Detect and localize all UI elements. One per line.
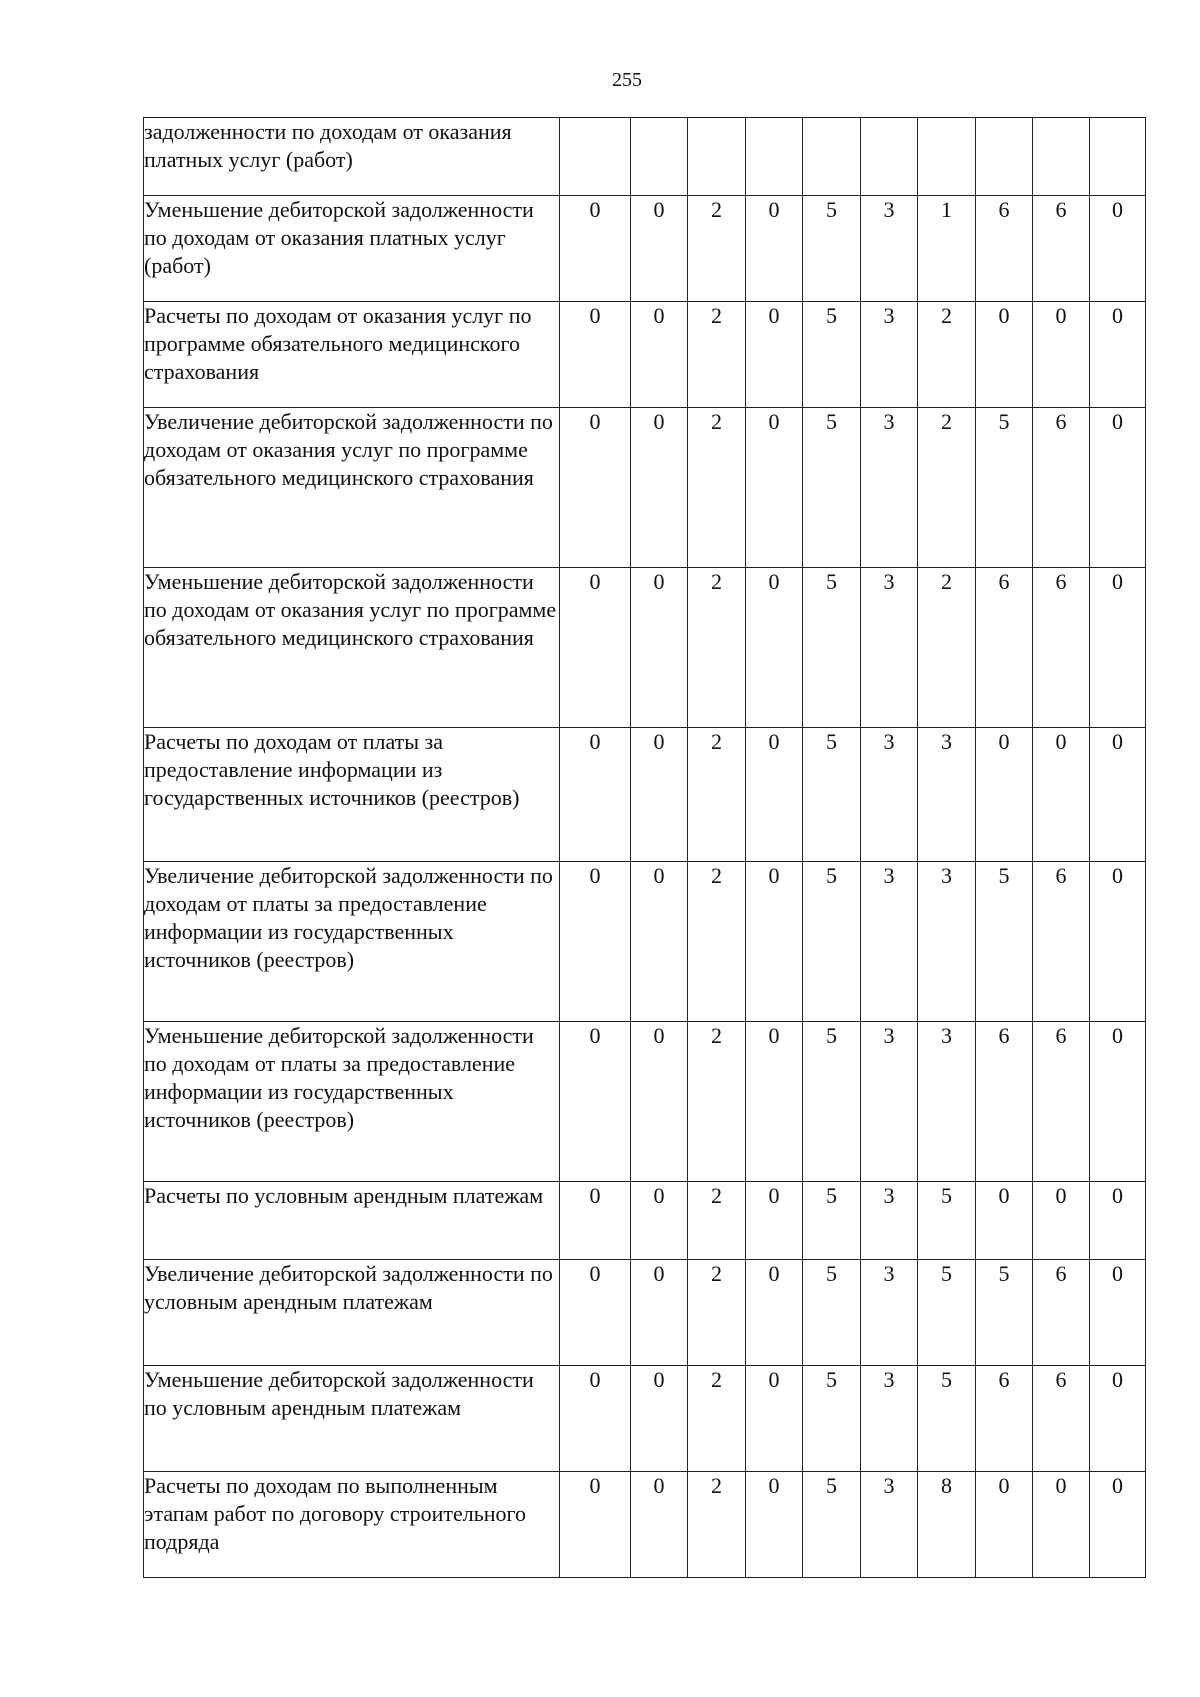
code-digit-cell (976, 118, 1033, 196)
code-digit-cell: 0 (1090, 1182, 1146, 1260)
code-digit-cell: 0 (1090, 1260, 1146, 1366)
code-digit-cell: 2 (688, 408, 746, 568)
code-digit-cell: 5 (803, 302, 861, 408)
code-digit-cell: 0 (746, 862, 803, 1022)
code-digit-cell: 2 (688, 862, 746, 1022)
code-digit-cell: 2 (688, 728, 746, 862)
row-description: Увеличение дебиторской задолженности по доходам от оказания услуг по программе обязательного медицинского страхования (144, 408, 560, 568)
code-digit-cell: 0 (631, 1260, 688, 1366)
code-digit-cell: 5 (803, 1366, 861, 1472)
code-digit-cell: 5 (803, 1182, 861, 1260)
code-digit-cell: 3 (861, 568, 918, 728)
code-digit-cell: 6 (1033, 1366, 1090, 1472)
code-digit-cell: 0 (631, 302, 688, 408)
table-row (144, 408, 1146, 568)
code-digit-cell: 6 (1033, 408, 1090, 568)
row-description: Увеличение дебиторской задолженности по доходам от платы за предоставление информации из государственных источников (реестров) (144, 862, 560, 1022)
code-digit-cell: 5 (803, 408, 861, 568)
code-digit-cell: 5 (803, 1472, 861, 1578)
code-digit-cell: 0 (560, 1022, 631, 1182)
code-digit-cell: 5 (976, 408, 1033, 568)
code-digit-cell: 0 (746, 196, 803, 302)
code-digit-cell: 0 (631, 1366, 688, 1472)
code-digit-cell: 0 (746, 1260, 803, 1366)
code-digit-cell (746, 118, 803, 196)
code-digit-cell: 3 (918, 728, 976, 862)
code-digit-cell: 0 (1090, 302, 1146, 408)
code-digit-cell: 5 (803, 196, 861, 302)
code-digit-cell (1033, 118, 1090, 196)
code-digit-cell: 0 (1090, 568, 1146, 728)
code-digit-cell: 0 (1090, 408, 1146, 568)
code-digit-cell: 6 (1033, 568, 1090, 728)
code-digit-cell: 0 (560, 728, 631, 862)
code-digit-cell: 5 (976, 1260, 1033, 1366)
code-digit-cell: 2 (688, 302, 746, 408)
code-digit-cell: 0 (560, 1260, 631, 1366)
code-digit-cell: 5 (803, 728, 861, 862)
table-row (144, 196, 1146, 302)
table-row (144, 1022, 1146, 1182)
row-description: Уменьшение дебиторской задолженности по доходам от оказания платных услуг (работ) (144, 196, 560, 302)
code-digit-cell (861, 118, 918, 196)
code-digit-cell: 0 (746, 728, 803, 862)
code-digit-cell: 0 (746, 408, 803, 568)
code-digit-cell: 3 (861, 408, 918, 568)
code-digit-cell: 6 (1033, 196, 1090, 302)
code-digit-cell: 0 (746, 302, 803, 408)
row-description: Расчеты по доходам по выполненным этапам работ по договору строительного подряда (144, 1472, 560, 1578)
code-digit-cell: 0 (560, 408, 631, 568)
code-digit-cell: 0 (976, 1182, 1033, 1260)
code-digit-cell: 0 (631, 862, 688, 1022)
code-digit-cell (803, 118, 861, 196)
code-digit-cell: 0 (631, 1472, 688, 1578)
table-row (144, 302, 1146, 408)
code-digit-cell: 2 (918, 568, 976, 728)
code-digit-cell: 0 (560, 1366, 631, 1472)
table-row (144, 1260, 1146, 1366)
code-digit-cell: 0 (1090, 728, 1146, 862)
code-digit-cell: 6 (976, 568, 1033, 728)
code-digit-cell: 3 (861, 1472, 918, 1578)
code-digit-cell: 6 (1033, 1260, 1090, 1366)
code-digit-cell: 3 (861, 302, 918, 408)
code-digit-cell: 8 (918, 1472, 976, 1578)
accounts-table-body (144, 118, 1146, 1578)
row-description: Уменьшение дебиторской задолженности по доходам от оказания услуг по программе обязательного медицинского страхования (144, 568, 560, 728)
code-digit-cell: 0 (560, 1472, 631, 1578)
code-digit-cell: 1 (918, 196, 976, 302)
code-digit-cell: 0 (560, 302, 631, 408)
table-row (144, 1366, 1146, 1472)
code-digit-cell: 2 (918, 408, 976, 568)
code-digit-cell: 6 (1033, 1022, 1090, 1182)
code-digit-cell: 0 (1033, 1182, 1090, 1260)
code-digit-cell: 0 (976, 302, 1033, 408)
code-digit-cell: 0 (1090, 1472, 1146, 1578)
code-digit-cell: 0 (1033, 302, 1090, 408)
code-digit-cell: 2 (688, 1366, 746, 1472)
code-digit-cell: 0 (746, 1366, 803, 1472)
page-number: 255 (612, 69, 642, 91)
code-digit-cell (688, 118, 746, 196)
code-digit-cell: 0 (631, 408, 688, 568)
code-digit-cell: 3 (861, 728, 918, 862)
code-digit-cell: 0 (1090, 196, 1146, 302)
row-description: задолженности по доходам от оказания платных услуг (работ) (144, 118, 560, 196)
row-description: Уменьшение дебиторской задолженности по доходам от платы за предоставление информации из государственных источников (реестров) (144, 1022, 560, 1182)
code-digit-cell (631, 118, 688, 196)
code-digit-cell: 0 (1033, 728, 1090, 862)
code-digit-cell: 2 (688, 568, 746, 728)
code-digit-cell: 5 (918, 1182, 976, 1260)
code-digit-cell: 3 (861, 1366, 918, 1472)
table-row (144, 728, 1146, 862)
row-description: Расчеты по доходам от оказания услуг по программе обязательного медицинского страхования (144, 302, 560, 408)
code-digit-cell: 0 (1090, 862, 1146, 1022)
code-digit-cell: 3 (861, 1182, 918, 1260)
code-digit-cell: 5 (803, 568, 861, 728)
code-digit-cell: 0 (746, 1472, 803, 1578)
code-digit-cell: 0 (631, 1022, 688, 1182)
code-digit-cell: 0 (746, 1022, 803, 1182)
code-digit-cell: 2 (688, 1472, 746, 1578)
row-description: Уменьшение дебиторской задолженности по условным арендным платежам (144, 1366, 560, 1472)
code-digit-cell: 5 (803, 862, 861, 1022)
code-digit-cell (560, 118, 631, 196)
code-digit-cell: 3 (861, 862, 918, 1022)
code-digit-cell: 0 (746, 1182, 803, 1260)
code-digit-cell: 0 (976, 728, 1033, 862)
code-digit-cell: 0 (560, 862, 631, 1022)
code-digit-cell: 0 (631, 728, 688, 862)
code-digit-cell: 3 (861, 1022, 918, 1182)
code-digit-cell: 5 (976, 862, 1033, 1022)
code-digit-cell: 2 (688, 196, 746, 302)
table-row (144, 1182, 1146, 1260)
code-digit-cell: 0 (631, 196, 688, 302)
accounts-table (143, 117, 1146, 1578)
code-digit-cell (918, 118, 976, 196)
code-digit-cell: 5 (918, 1260, 976, 1366)
code-digit-cell: 0 (560, 568, 631, 728)
code-digit-cell: 2 (918, 302, 976, 408)
code-digit-cell: 2 (688, 1182, 746, 1260)
code-digit-cell: 5 (803, 1022, 861, 1182)
row-description: Увеличение дебиторской задолженности по условным арендным платежам (144, 1260, 560, 1366)
code-digit-cell: 0 (746, 568, 803, 728)
code-digit-cell: 5 (918, 1366, 976, 1472)
table-row (144, 118, 1146, 196)
code-digit-cell: 0 (1090, 1366, 1146, 1472)
code-digit-cell: 6 (976, 1366, 1033, 1472)
row-description: Расчеты по условным арендным платежам (144, 1182, 560, 1260)
code-digit-cell: 6 (976, 196, 1033, 302)
table-row (144, 862, 1146, 1022)
code-digit-cell: 3 (861, 196, 918, 302)
code-digit-cell (1090, 118, 1146, 196)
code-digit-cell: 6 (976, 1022, 1033, 1182)
code-digit-cell: 0 (976, 1472, 1033, 1578)
code-digit-cell: 0 (631, 568, 688, 728)
code-digit-cell: 3 (918, 1022, 976, 1182)
code-digit-cell: 2 (688, 1022, 746, 1182)
code-digit-cell: 0 (1090, 1022, 1146, 1182)
code-digit-cell: 3 (861, 1260, 918, 1366)
code-digit-cell: 3 (918, 862, 976, 1022)
code-digit-cell: 0 (560, 1182, 631, 1260)
code-digit-cell: 5 (803, 1260, 861, 1366)
code-digit-cell: 6 (1033, 862, 1090, 1022)
row-description: Расчеты по доходам от платы за предоставление информации из государственных источников (реестров) (144, 728, 560, 862)
table-row (144, 568, 1146, 728)
code-digit-cell: 0 (631, 1182, 688, 1260)
table-row (144, 1472, 1146, 1578)
code-digit-cell: 0 (1033, 1472, 1090, 1578)
code-digit-cell: 0 (560, 196, 631, 302)
code-digit-cell: 2 (688, 1260, 746, 1366)
